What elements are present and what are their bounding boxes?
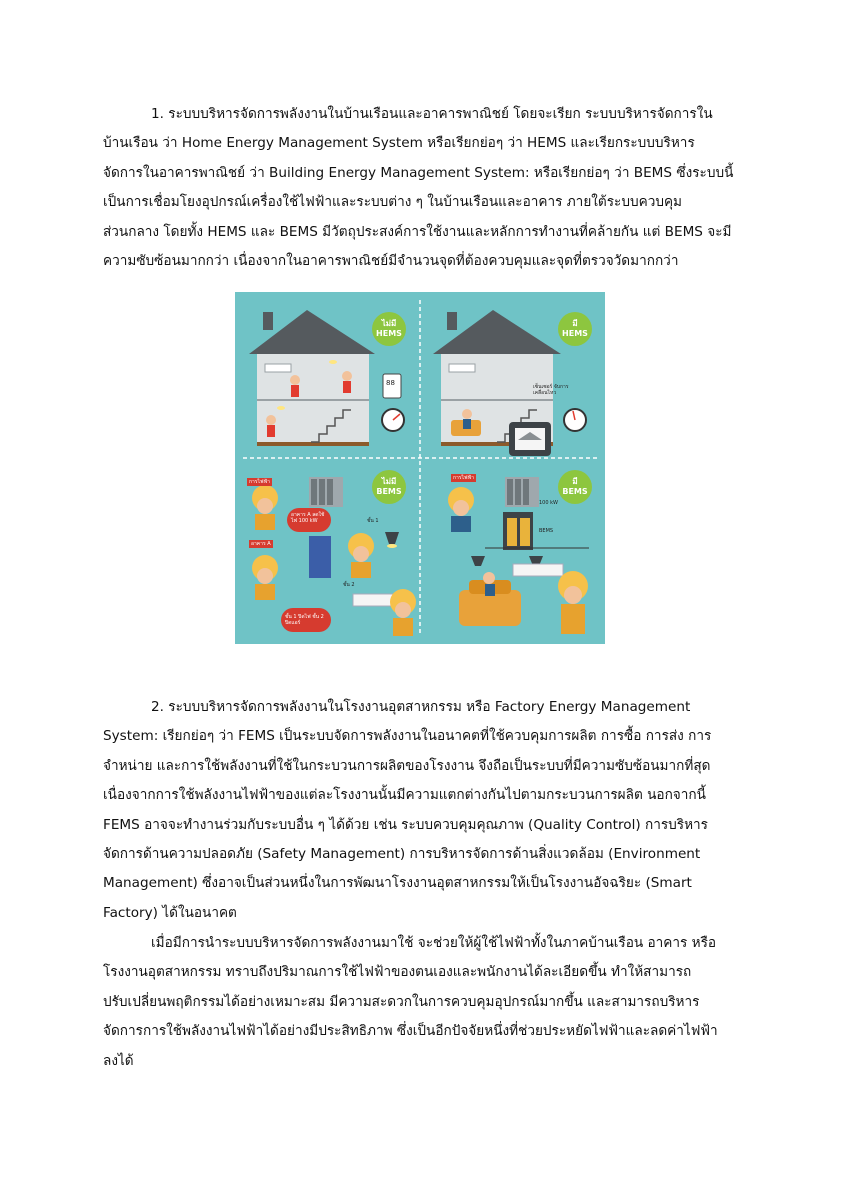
text-line: ปรับเปลี่ยนพฤติกรรมได้อย่างเหมาะสม มีความสะดวกในการควบคุมอุปกรณ์มากขึ้น และสามารถบริหาร xyxy=(103,993,700,1010)
text-line: เมื่อมีการนำระบบบริหารจัดการพลังงานมาใช้ จะช่วยให้ผู้ใช้ไฟฟ้าทั้งในภาคบ้านเรือน อาคาร หรือ xyxy=(151,935,717,951)
badge-no-bems xyxy=(372,470,406,504)
floor-2-label: ชั้น 2 xyxy=(343,582,355,588)
text-line: Factory) ได้ในอนาคต xyxy=(103,904,237,921)
text-line: เนื่องจากการใช้พลังงานไฟฟ้าของแต่ละโรงงานนั้นมีความแตกต่างกันไปตามกระบวนการผลิต นอกจากนี้ xyxy=(103,787,706,804)
building-a-reduce-note: อาคาร A ลดใช้ไฟ 100 kW xyxy=(291,512,325,524)
text-line: System: เรียกย่อๆ ว่า FEMS เป็นระบบจัดการพลังงานในอนาคตที่ใช้ควบคุมการผลิต การซื้อ การส่ง การ xyxy=(103,728,712,745)
text-line: Management) ซึ่งอาจเป็นส่วนหนึ่งในการพัฒนาโรงงานอุตสาหกรรมให้เป็นโรงงานอัจฉริยะ (Smart xyxy=(103,875,692,892)
text-line: 2. ระบบบริหารจัดการพลังงานในโรงงานอุตสาหกรรม หรือ Factory Energy Management xyxy=(151,699,691,715)
floor-instruction-note: ชั้น 1 ปิดไฟ ชั้น 2 ปิดแอร์ xyxy=(285,614,324,626)
badge-no-hems xyxy=(372,312,406,346)
badge-line: BEMS xyxy=(376,487,402,496)
text-line: ส่วนกลาง โดยทั้ง HEMS และ BEMS มีวัตถุประสงค์การใช้งานและหลักการทำงานที่คล้ายกัน แต่ BEMS จะมี xyxy=(103,223,732,240)
electricity-authority-right: การไฟฟ้า xyxy=(453,475,474,481)
text-line: จัดการการใช้พลังงานไฟฟ้าได้อย่างมีประสิทธิภาพ ซึ่งเป็นอีกปัจจัยหนึ่งที่ช่วยประหยัดไฟฟ้าและลดค่าไฟฟ้า xyxy=(103,1023,718,1040)
bems-box-label: BEMS xyxy=(539,528,554,534)
text-line: ลงได้ xyxy=(103,1052,134,1069)
meter-reading: 88 xyxy=(386,379,395,387)
text-line: เป็นการเชื่อมโยงอุปกรณ์เครื่องใช้ไฟฟ้าและระบบต่าง ๆ ในบ้านเรือนและอาคาร ภายใต้ระบบควบคุม xyxy=(103,194,683,211)
text-line: จัดการด้านความปลอดภัย (Safety Management) การบริหารจัดการด้านสิ่งแวดล้อม (Environment xyxy=(103,846,701,863)
text-line: บ้านเรือน ว่า Home Energy Management System หรือเรียกย่อๆ ว่า HEMS และเรียกระบบบริหาร xyxy=(103,135,695,152)
illustration-artwork xyxy=(235,292,605,644)
electricity-authority-left: การไฟฟ้า xyxy=(249,479,270,485)
text-line: ความซับซ้อนมากกว่า เนื่องจากในอาคารพาณิชย์มีจำนวนจุดที่ต้องควบคุมและจุดที่ตรวจวัดมากกว่า xyxy=(103,253,679,270)
paragraph-benefits xyxy=(103,929,745,1076)
motion-sensor-label: เซ็นเซอร์ จับการเคลื่อนไหว xyxy=(533,384,569,396)
text-line: 1. ระบบบริหารจัดการพลังงานในบ้านเรือนและอาคารพาณิชย์ โดยจะเรียก ระบบบริหารจัดการใน xyxy=(151,106,713,122)
badge-line: มี xyxy=(572,477,578,486)
kw-label: 100 kW xyxy=(539,500,558,506)
badge-with-bems xyxy=(558,470,592,504)
badge-line: ไม่มี xyxy=(381,477,397,486)
badge-line: BEMS xyxy=(562,487,588,496)
paragraph-fems xyxy=(103,693,745,928)
hems-bems-illustration xyxy=(235,292,605,644)
badge-line: มี xyxy=(572,319,578,328)
text-line: FEMS อาจจะทำงานร่วมกับระบบอื่น ๆ ได้ด้วย เช่น ระบบควบคุมคุณภาพ (Quality Control) การบริหาร xyxy=(103,816,708,833)
badge-line: HEMS xyxy=(562,329,588,338)
text-line: จำหน่าย และการใช้พลังงานที่ใช้ในกระบวนการผลิตของโรงงาน จึงถือเป็นระบบที่มีความซับซ้อนมากที่สุด xyxy=(103,757,711,774)
badge-line: HEMS xyxy=(376,329,402,338)
text-line: จัดการในอาคารพาณิชย์ ว่า Building Energy Management System: หรือเรียกย่อๆ ว่า BEMS ซึ่งระบบนี้ xyxy=(103,164,734,181)
paragraph-hems-bems xyxy=(103,100,745,276)
badge-with-hems xyxy=(558,312,592,346)
building-a-label: อาคาร A xyxy=(251,541,271,547)
badge-line: ไม่มี xyxy=(381,319,397,328)
text-line: โรงงานอุตสาหกรรม ทราบถึงปริมาณการใช้ไฟฟ้าของตนเองและพนักงานได้ละเอียดขึ้น ทำให้สามารถ xyxy=(103,964,692,981)
floor-1-label: ชั้น 1 xyxy=(367,518,379,524)
